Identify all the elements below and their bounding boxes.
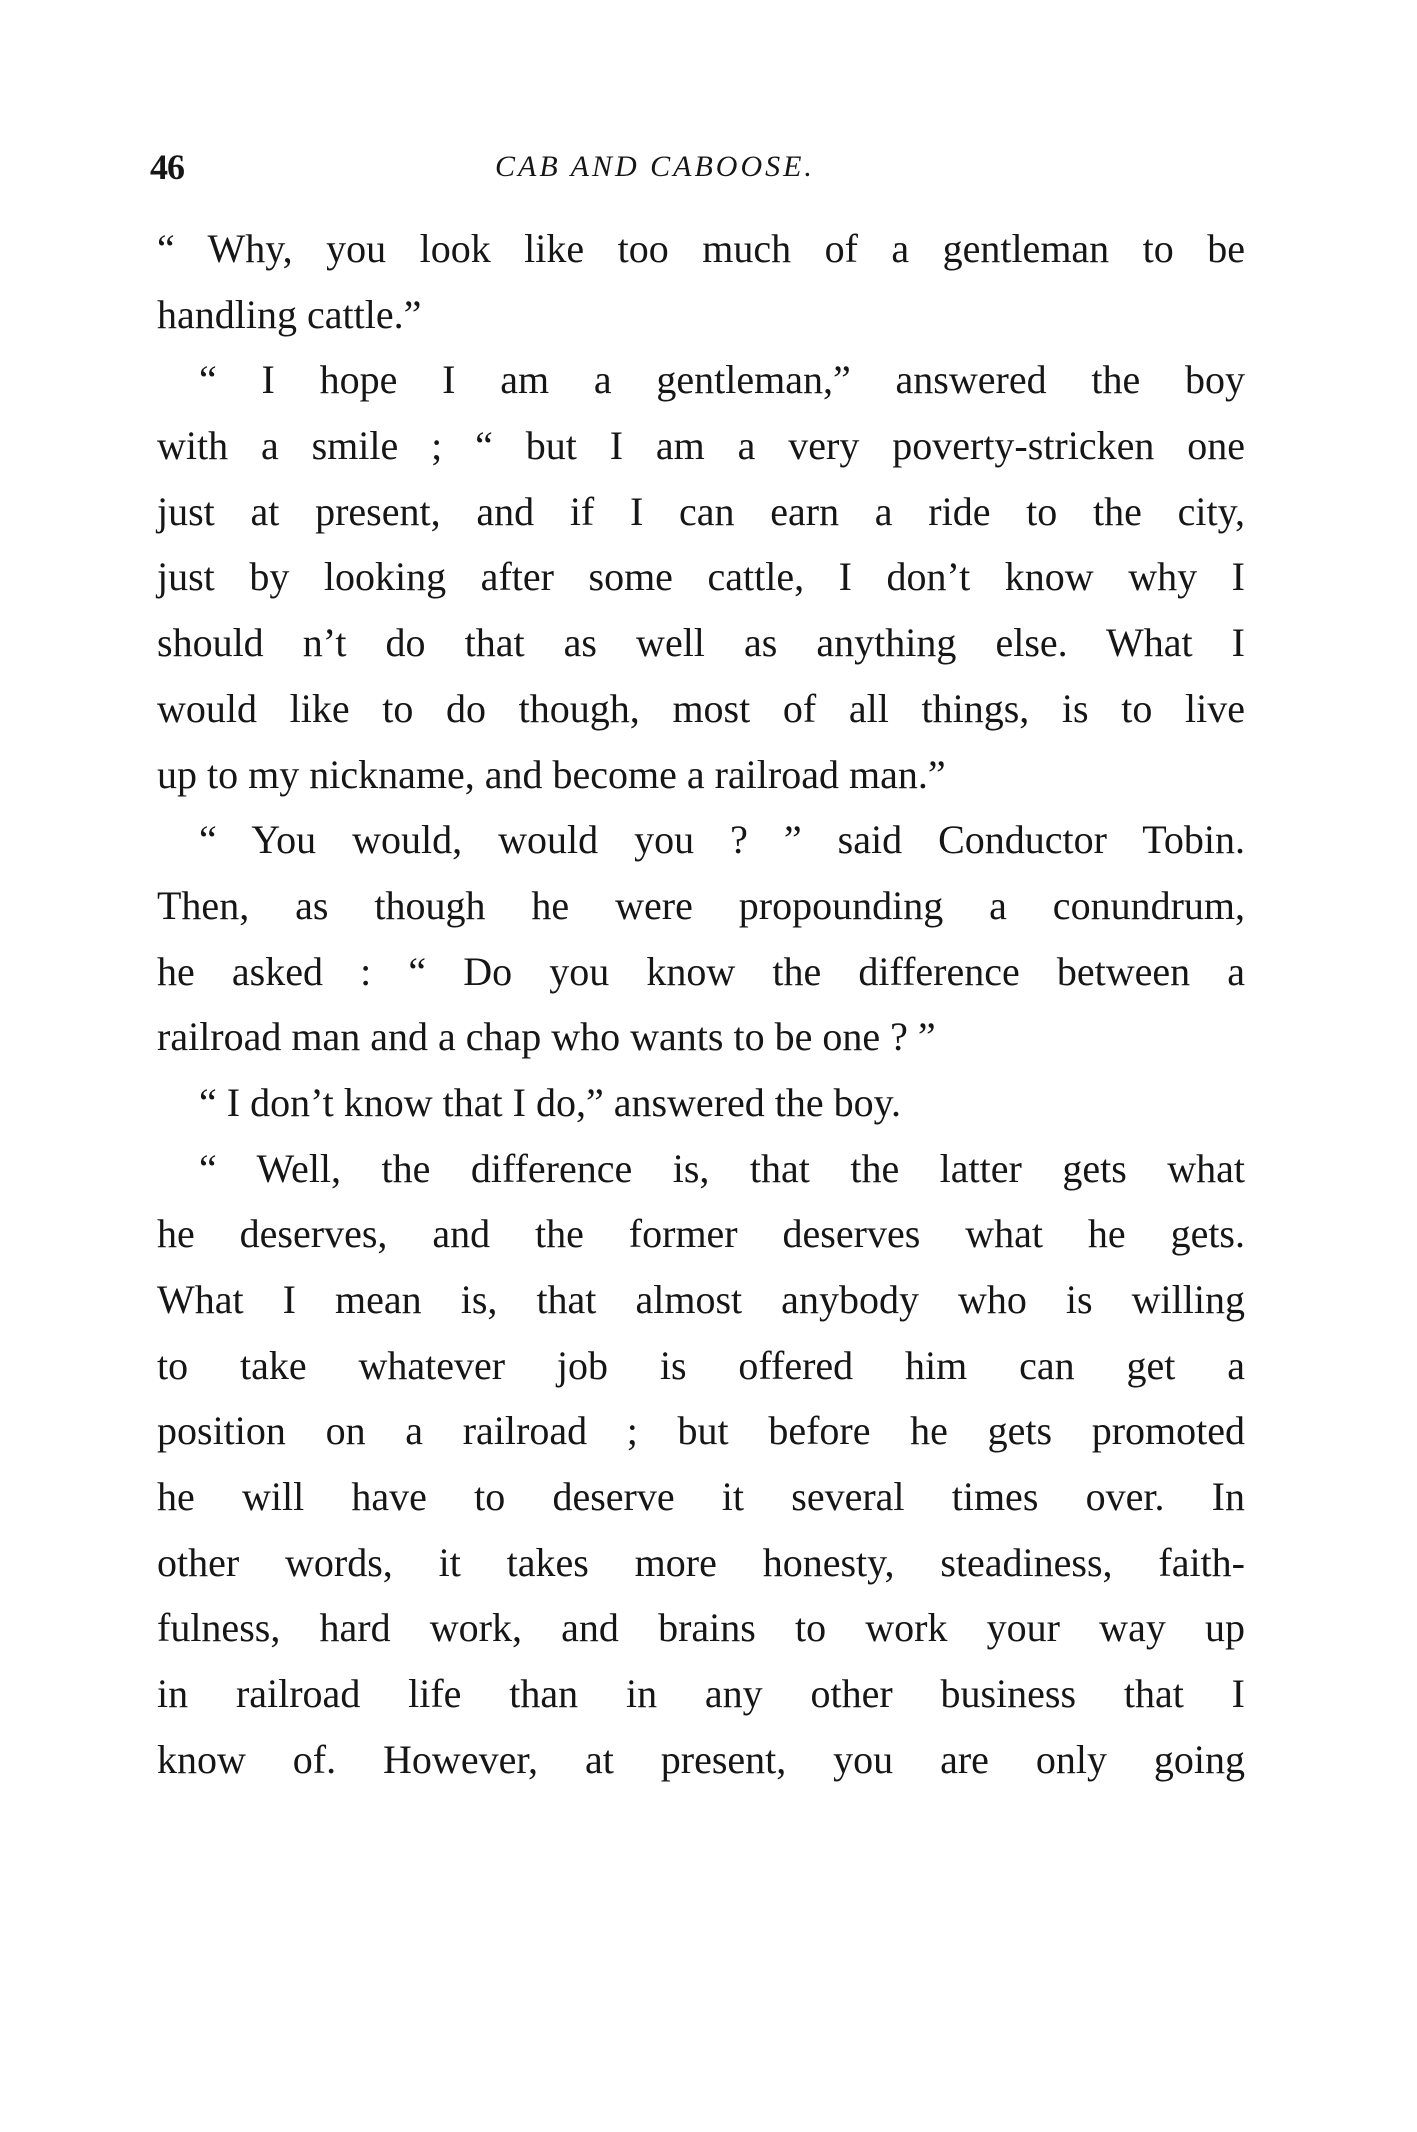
- text-line: he asked : “ Do you know the difference between a: [157, 948, 1245, 994]
- page-number: 46: [150, 147, 184, 187]
- text-line: What I mean is, that almost anybody who is willing: [157, 1277, 1245, 1322]
- text-line: fulness, hard work, and brains to work your way up: [157, 1605, 1245, 1651]
- text-line: should n’t do that as well as anything else. What I: [157, 620, 1245, 666]
- text-line: just by looking after some cattle, I don’t know why I: [157, 554, 1245, 600]
- text-line: “ You would, would you ? ” said Conductor Tobin.: [199, 817, 1245, 863]
- text-line: up to my nickname, and become a railroad man.”: [157, 751, 946, 797]
- page-header: [150, 146, 1250, 196]
- text-line: with a smile ; “ but I am a very poverty-stricken one: [157, 423, 1245, 469]
- text-line: “ Well, the difference is, that the latter gets what: [199, 1145, 1245, 1191]
- text-line: Then, as though he were propounding a conundrum,: [157, 882, 1245, 928]
- text-line: in railroad life than in any other business that I: [157, 1671, 1245, 1717]
- text-line: to take whatever job is offered him can get a: [157, 1342, 1245, 1388]
- running-title: CAB AND CABOOSE.: [495, 150, 815, 183]
- text-line: “ I don’t know that I do,” answered the boy.: [199, 1079, 902, 1125]
- body-text: [157, 216, 1245, 1793]
- text-line: “ I hope I am a gentleman,” answered the boy: [199, 357, 1245, 403]
- text-line: know of. However, at present, you are only going: [157, 1736, 1245, 1782]
- text-line: just at present, and if I can earn a ride to the city,: [157, 488, 1245, 534]
- text-line: he will have to deserve it several times over. In: [157, 1474, 1245, 1520]
- text-line: he deserves, and the former deserves what he gets.: [157, 1211, 1245, 1257]
- text-line: would like to do though, most of all things, is to live: [157, 685, 1245, 731]
- text-line: “ Why, you look like too much of a gentleman to be: [157, 226, 1245, 271]
- text-line: railroad man and a chap who wants to be one ? ”: [157, 1014, 936, 1060]
- text-line: other words, it takes more honesty, steadiness, faith-: [157, 1539, 1245, 1585]
- text-line: handling cattle.”: [157, 291, 422, 337]
- text-line: position on a railroad ; but before he gets promoted: [157, 1408, 1245, 1454]
